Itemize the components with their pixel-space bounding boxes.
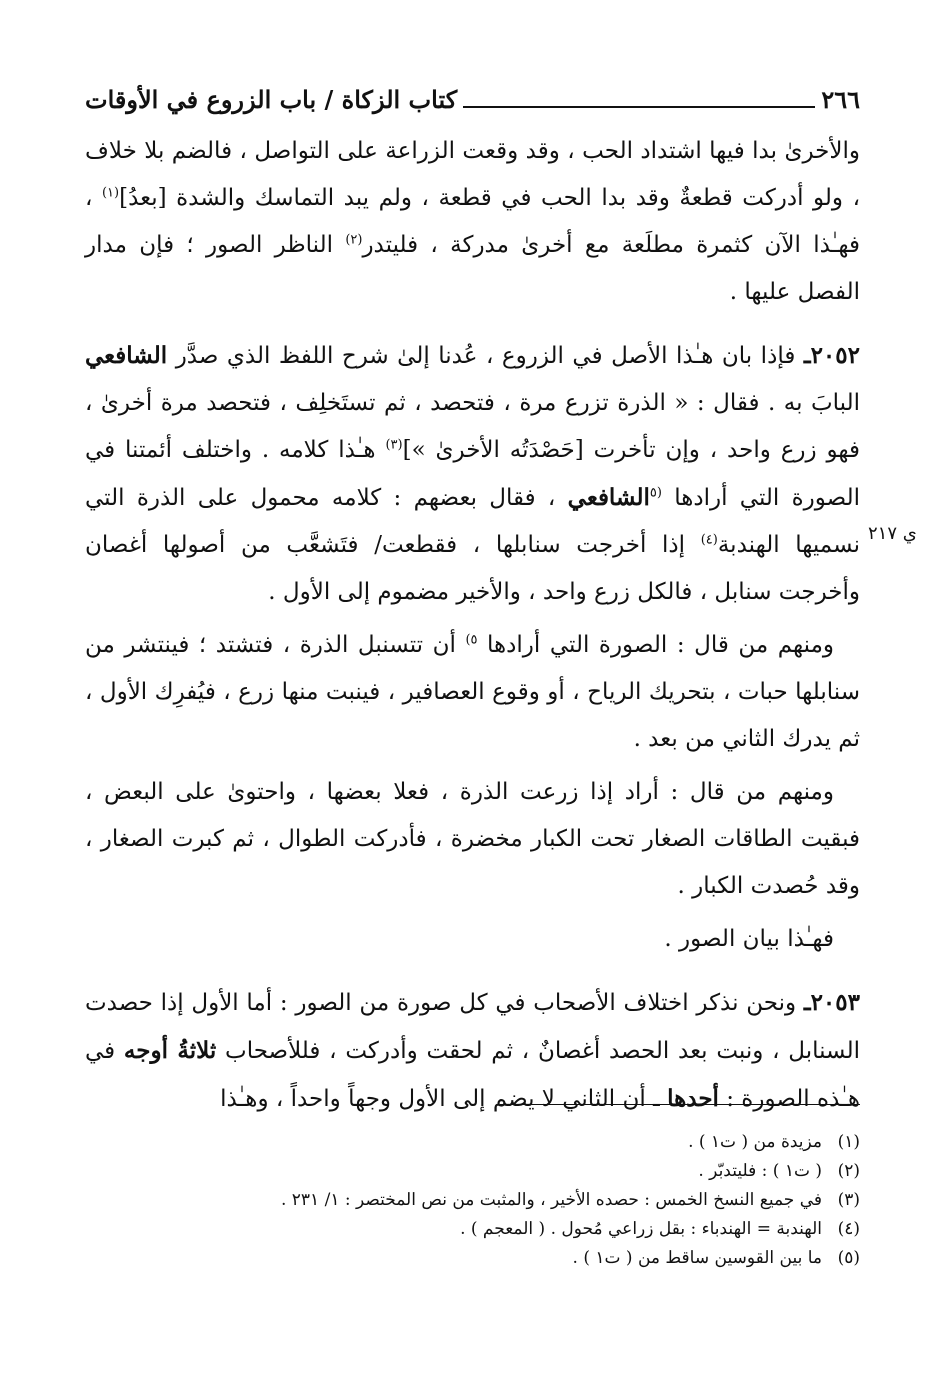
paragraph-3 — [85, 622, 860, 763]
footnote-ref-2: (٢) — [345, 232, 363, 248]
footnote-text: ( ت١ ) : فليتدبّر . — [698, 1161, 822, 1181]
manuscript-folio-marker: ي ٢١٧ — [868, 523, 917, 544]
footnote-item — [85, 1215, 860, 1244]
footnote-item — [85, 1186, 860, 1215]
footnote-ref-3: (٣) — [385, 437, 403, 453]
footnote-number: (٣) — [837, 1190, 860, 1210]
footnote-number: (٢) — [837, 1161, 860, 1181]
text-run: ، فقال بعضهم : كلامه محمول على الذرة التي نسميها الهندبة — [85, 485, 860, 558]
footnote-ref-5-open: (٥ — [649, 485, 662, 501]
paragraph-2052 — [85, 332, 860, 616]
text-run: البابَ به . فقال : « الذرة تزرع مرة ، فتحصد ، ثم تستَخلِف ، فتحصد مرة أخرىٰ ، فهو زرع واحد ، وإن تأخرت [حَصْدَتُه الأخرىٰ »] — [85, 390, 860, 463]
text-run: والأخرىٰ بدا فيها اشتداد الحب ، وقد وقعت الزراعة على التواصل ، فالضم بلا خلاف ، ولو أدركت قطعةٌ وقد بدا الحب في قطعة ، ولم يبد التماسك والشدة [بعدُ] — [85, 138, 860, 211]
text-run: ونحن نذكر اختلاف الأصحاب في كل صورة من الصور : أما الأول إذا حصدت السنابل ، ونبت بعد الحصد أغصانٌ ، ثم لحقت وأدركت ، فللأصحاب — [85, 990, 860, 1064]
text-run: هـٰذا كلامه . واختلف أئمتنا في الصورة التي أرادها — [85, 437, 861, 511]
footnote-ref-4: (٤) — [700, 532, 718, 548]
footnote-ref-5-close: ٥) — [465, 632, 478, 648]
footnote-ref-1: (١) — [101, 185, 120, 201]
footnote-separator — [500, 1104, 860, 1105]
text-run: ، فهـٰذا الآن كثمرة مطلَعة مع أخرىٰ مدركة ، فليتدر — [85, 185, 860, 258]
bold-name: الشافعي — [567, 484, 650, 511]
bold-name: الشافعي — [85, 342, 168, 369]
section-number: ٢٠٥٢ـ — [803, 342, 860, 369]
paragraph-4: ومنهم من قال : أراد إذا زرعت الذرة ، فعلا بعضها ، واحتوىٰ على البعض ، فبقيت الطاقات الصغار تحت الكبار مخضرة ، فأدركت الطوال ، ثم كبرت الصغار ، وقد حُصدت الكبار . — [85, 779, 860, 899]
footnote-text: ما بين القوسين ساقط من ( ت١ ) . — [572, 1248, 822, 1268]
text-run: في هـٰذه الصورة : — [85, 1038, 860, 1112]
text-run: ومنهم من قال : الصورة التي أرادها — [477, 632, 834, 658]
footnote-item — [85, 1157, 860, 1186]
page-number: ٢٦٦ — [821, 85, 860, 114]
text-run: الناظر الصور ؛ فإن مدار الفصل عليها . — [85, 232, 860, 305]
paragraph-1 — [85, 128, 860, 316]
footnote-text: في جميع النسخ الخمس : حصده الأخير ، والمثبت من نص المختصر : ١/ ٢٣١ . — [280, 1190, 822, 1210]
text-run: ـ أن الثاني لا يضم إلى الأول وجهاً واحداً ، وهـٰذا — [220, 1086, 668, 1112]
footnote-text: مزيدة من ( ت١ ) . — [688, 1132, 822, 1152]
bold-term: أحدها — [667, 1085, 719, 1112]
paragraph-5: فهـٰذا بيان الصور . — [664, 926, 834, 952]
running-title: كتاب الزكاة / باب الزروع في الأوقات — [85, 85, 458, 114]
footnote-number: (١) — [837, 1132, 860, 1152]
header-rule — [463, 106, 815, 108]
text-run: أن تتسنبل الذرة ، فتشتد ؛ فينتشر من سنابلها حبات ، بتحريك الرياح ، أو وقوع العصافير ، فينبت منها زرع ، فيُفرِك الأول ، ثم يدرك الثاني من بعد . — [85, 632, 860, 752]
footnote-number: (٤) — [837, 1219, 860, 1239]
bold-term: ثلاثةُ أوجه — [123, 1037, 217, 1064]
main-text — [85, 128, 860, 1123]
footnotes — [85, 1128, 860, 1273]
text-run: إذا أخرجت سنابلها ، فقطعت/ فتَشعَّب من أصولها أغصان وأخرجت سنابل ، فالكل زرع واحد ، والأخير مضموم إلى الأول . — [85, 532, 860, 605]
paragraph-2053 — [85, 979, 860, 1123]
page-header — [85, 80, 860, 114]
footnote-number: (٥) — [837, 1248, 860, 1268]
footnote-item — [85, 1128, 860, 1157]
footnote-item — [85, 1244, 860, 1273]
footnote-text: الهندبة = الهندباء : بقل زراعي مُحول . ( المعجم ) . — [460, 1219, 822, 1239]
text-run: فإذا بان هـٰذا الأصل في الزروع ، عُدنا إلىٰ شرح اللفظ الذي صدَّر — [167, 343, 804, 369]
section-number: ٢٠٥٣ـ — [803, 989, 860, 1016]
